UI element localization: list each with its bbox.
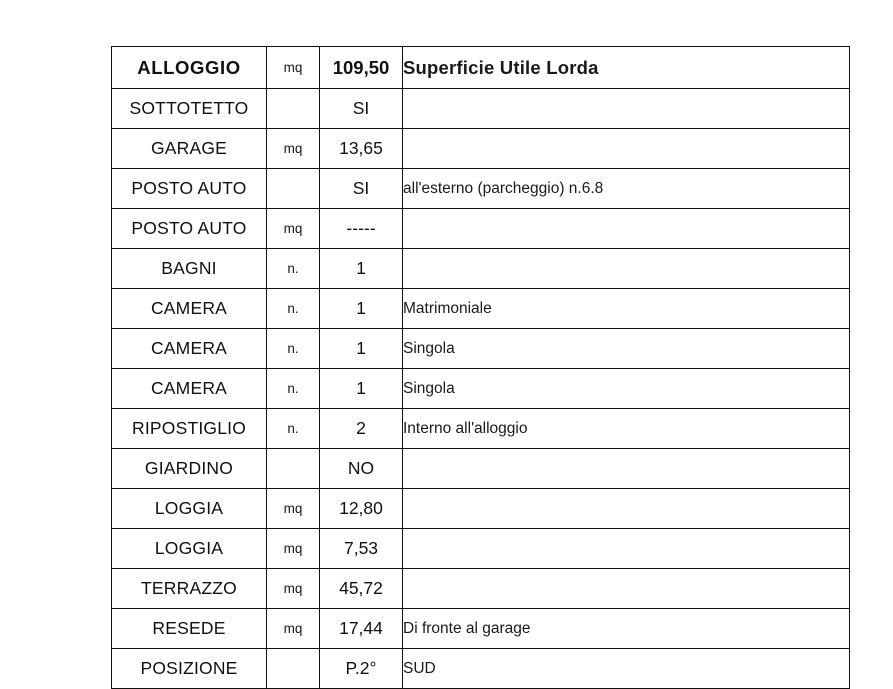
table-row: [112, 369, 850, 409]
row-unit-cell: mq: [267, 609, 320, 649]
row-unit-cell: n.: [267, 249, 320, 289]
row-label-cell: CAMERA: [112, 289, 267, 329]
table-row: [112, 169, 850, 209]
row-note-cell: Singola: [403, 329, 850, 369]
row-label-cell: CAMERA: [112, 329, 267, 369]
row-note-cell: Di fronte al garage: [403, 609, 850, 649]
row-value-cell: P.2°: [320, 649, 403, 689]
row-note-cell: [403, 569, 850, 609]
row-note-cell: Superficie Utile Lorda: [403, 47, 850, 89]
row-note-cell: [403, 249, 850, 289]
row-note-cell: Singola: [403, 369, 850, 409]
table-row: [112, 449, 850, 489]
row-unit-cell: mq: [267, 209, 320, 249]
row-value-cell: 17,44: [320, 609, 403, 649]
row-note-cell: [403, 129, 850, 169]
table-row: [112, 569, 850, 609]
row-value-cell: SI: [320, 169, 403, 209]
row-note-cell: all'esterno (parcheggio) n.6.8: [403, 169, 850, 209]
table-row: [112, 649, 850, 689]
row-unit-cell: n.: [267, 409, 320, 449]
row-value-cell: 12,80: [320, 489, 403, 529]
row-value-cell: NO: [320, 449, 403, 489]
row-label-cell: LOGGIA: [112, 529, 267, 569]
row-unit-cell: n.: [267, 329, 320, 369]
row-value-cell: SI: [320, 89, 403, 129]
table-row: [112, 409, 850, 449]
table-row: [112, 489, 850, 529]
row-value-cell: 13,65: [320, 129, 403, 169]
row-note-cell: SUD: [403, 649, 850, 689]
row-note-cell: [403, 449, 850, 489]
table-row: [112, 609, 850, 649]
row-value-cell: 7,53: [320, 529, 403, 569]
row-unit-cell: n.: [267, 369, 320, 409]
row-note-cell: [403, 209, 850, 249]
table-row: [112, 209, 850, 249]
table-row: [112, 289, 850, 329]
row-unit-cell: [267, 449, 320, 489]
row-label-cell: GIARDINO: [112, 449, 267, 489]
row-value-cell: 1: [320, 249, 403, 289]
row-value-cell: 109,50: [320, 47, 403, 89]
row-label-cell: TERRAZZO: [112, 569, 267, 609]
row-label-cell: GARAGE: [112, 129, 267, 169]
row-label-cell: RESEDE: [112, 609, 267, 649]
row-unit-cell: mq: [267, 569, 320, 609]
row-label-cell: CAMERA: [112, 369, 267, 409]
table-row: [112, 129, 850, 169]
row-note-cell: [403, 489, 850, 529]
row-value-cell: -----: [320, 209, 403, 249]
row-note-cell: Interno all'alloggio: [403, 409, 850, 449]
table-row: [112, 529, 850, 569]
row-label-cell: LOGGIA: [112, 489, 267, 529]
row-unit-cell: mq: [267, 529, 320, 569]
row-note-cell: [403, 89, 850, 129]
row-unit-cell: mq: [267, 489, 320, 529]
row-label-cell: SOTTOTETTO: [112, 89, 267, 129]
row-unit-cell: n.: [267, 289, 320, 329]
row-value-cell: 2: [320, 409, 403, 449]
row-note-cell: Matrimoniale: [403, 289, 850, 329]
row-unit-cell: mq: [267, 47, 320, 89]
spec-table-container: [111, 46, 849, 689]
row-label-cell: RIPOSTIGLIO: [112, 409, 267, 449]
row-value-cell: 1: [320, 289, 403, 329]
row-unit-cell: [267, 169, 320, 209]
row-unit-cell: [267, 649, 320, 689]
table-row: [112, 329, 850, 369]
row-unit-cell: [267, 89, 320, 129]
row-note-cell: [403, 529, 850, 569]
table-row: [112, 249, 850, 289]
row-label-cell: POSIZIONE: [112, 649, 267, 689]
apartment-spec-table: [111, 46, 850, 689]
table-row: [112, 47, 850, 89]
row-label-cell: POSTO AUTO: [112, 169, 267, 209]
row-label-cell: POSTO AUTO: [112, 209, 267, 249]
row-label-cell: ALLOGGIO: [112, 47, 267, 89]
table-row: [112, 89, 850, 129]
row-value-cell: 1: [320, 329, 403, 369]
row-unit-cell: mq: [267, 129, 320, 169]
row-value-cell: 45,72: [320, 569, 403, 609]
row-label-cell: BAGNI: [112, 249, 267, 289]
row-value-cell: 1: [320, 369, 403, 409]
